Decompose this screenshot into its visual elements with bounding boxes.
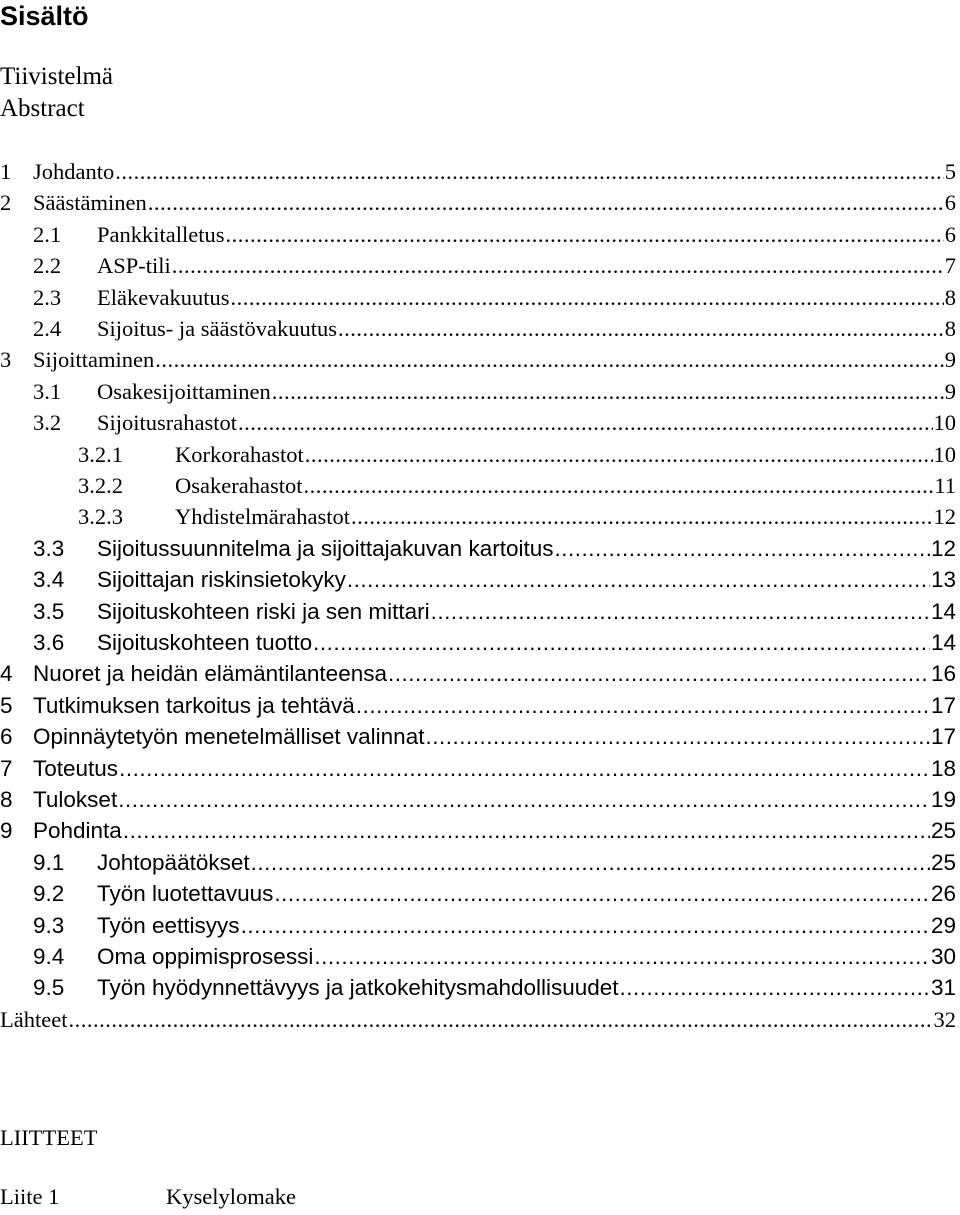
toc-entry-number: 2.4: [33, 316, 62, 341]
toc-entry[interactable]: [0, 470, 956, 501]
toc-entry-number: 8: [0, 787, 13, 812]
toc-entry[interactable]: [0, 910, 956, 941]
toc-entry-number: 9.2: [33, 881, 65, 907]
toc-entry-label: Eläkevakuutus: [97, 284, 230, 310]
toc-dot-leader: [148, 187, 944, 218]
toc-entry-page-number: 13: [930, 567, 956, 593]
toc-entry-page-number: 26: [930, 881, 956, 907]
toc-entry-number: 3: [0, 347, 12, 373]
toc-entry-number: 3.2.2: [78, 473, 123, 498]
toc-dot-leader: [554, 533, 929, 564]
toc-dot-leader: [119, 753, 930, 784]
toc-entry-page-number: 12: [930, 535, 956, 561]
toc-dot-leader: [303, 470, 933, 501]
toc-entry-page-number: 11: [934, 473, 956, 498]
toc-entry-number: 2.2: [33, 253, 62, 279]
toc-entry-page-number: 9: [944, 347, 956, 373]
toc-entry[interactable]: [0, 878, 956, 909]
toc-dot-leader: [351, 501, 933, 532]
toc-entry-number: 9.3: [33, 912, 65, 938]
toc-entry[interactable]: [0, 721, 956, 752]
toc-entry[interactable]: [0, 690, 956, 721]
toc-entry[interactable]: [0, 564, 956, 595]
toc-dot-leader: [338, 313, 944, 344]
toc-entry-number: 5: [0, 692, 13, 718]
toc-entry[interactable]: [0, 658, 956, 689]
toc-dot-leader: [305, 439, 933, 470]
toc-entry[interactable]: [0, 627, 956, 658]
toc-dot-leader: [155, 344, 944, 375]
toc-dot-leader: [431, 596, 930, 627]
toc-entry-page-number: 5: [944, 159, 956, 184]
appendix-label: Liite 1: [0, 1184, 60, 1209]
toc-entry-page-number: 18: [930, 755, 956, 781]
toc-dot-leader: [251, 847, 930, 878]
toc-entry-number: 3.2: [33, 410, 62, 436]
toc-entry-page-number: 9: [944, 378, 956, 404]
toc-dot-leader: [388, 658, 930, 689]
toc-entry[interactable]: [0, 533, 956, 564]
appendix-name: Kyselylomake: [166, 1184, 296, 1209]
toc-entry[interactable]: [0, 753, 956, 784]
toc-entry-label: ASP-tili: [97, 253, 171, 279]
toc-entry-label: Osakerahastot: [175, 473, 303, 498]
toc-entry-number: 9.1: [33, 849, 65, 875]
toc-entry-label: Korkorahastot: [175, 441, 304, 467]
toc-entry-page-number: 14: [930, 598, 956, 624]
toc-entry-page-number: 8: [944, 284, 956, 310]
toc-entry-label: Työn eettisyys: [97, 912, 240, 938]
toc-entry-label: Sijoituskohteen riski ja sen mittari: [97, 598, 430, 624]
toc-entry[interactable]: [0, 972, 956, 1003]
toc-entry-label: Säästäminen: [33, 190, 147, 216]
toc-entry-number: 2: [0, 190, 12, 216]
toc-dot-leader: [620, 972, 930, 1003]
appendices-heading: LIITTEET: [0, 1125, 98, 1150]
toc-entry-label: Toteutus: [33, 755, 119, 781]
toc-entry-number: 3.5: [33, 598, 65, 624]
toc-entry[interactable]: [0, 1004, 956, 1035]
page-title: Sisältö: [0, 1, 89, 31]
front-matter-tiivistelma[interactable]: Tiivistelmä: [0, 63, 113, 90]
toc-entry-number: 3.2.3: [78, 504, 123, 530]
toc-entry-page-number: 17: [930, 692, 956, 718]
toc-entry-number: 3.2.1: [78, 441, 123, 467]
toc-entry[interactable]: [0, 344, 956, 375]
toc-entry[interactable]: [0, 250, 956, 281]
toc-entry-page-number: 31: [930, 975, 956, 1001]
toc-dot-leader: [230, 282, 943, 313]
toc-entry-label: Sijoitussuunnitelma ja sijoittajakuvan kartoitus: [97, 535, 554, 561]
toc-entry-page-number: 25: [930, 818, 956, 844]
toc-entry-label: Pohdinta: [33, 818, 122, 844]
toc-dot-leader: [115, 156, 944, 187]
toc-entry-page-number: 19: [930, 787, 956, 812]
toc-entry[interactable]: [0, 815, 956, 846]
toc-entry[interactable]: [0, 376, 956, 407]
toc-entry-label: Tulokset: [33, 787, 118, 812]
toc-entry[interactable]: [0, 407, 956, 438]
toc-entry-label: Johdanto: [33, 159, 115, 184]
toc-entry-number: 7: [0, 755, 13, 781]
toc-entry[interactable]: [0, 219, 956, 250]
toc-entry-label: Yhdistelmärahastot: [175, 504, 350, 530]
toc-entry[interactable]: [0, 313, 956, 344]
toc-entry-page-number: 25: [930, 849, 956, 875]
toc-entry-page-number: 8: [944, 316, 956, 341]
toc-entry[interactable]: [0, 187, 956, 218]
toc-entry-page-number: 7: [944, 253, 956, 279]
toc-dot-leader: [425, 721, 930, 752]
toc-dot-leader: [347, 564, 930, 595]
toc-dot-leader: [272, 376, 944, 407]
toc-dot-leader: [356, 690, 930, 721]
toc-entry-number: 4: [0, 661, 13, 687]
toc-entry-page-number: 30: [930, 944, 956, 969]
toc-dot-leader: [172, 250, 944, 281]
toc-entry-label: Työn hyödynnettävyys ja jatkokehitysmahdollisuudet: [97, 975, 619, 1001]
toc-dot-leader: [274, 878, 930, 909]
toc-entry-page-number: 6: [944, 190, 956, 216]
toc-entry-label: Johtopäätökset: [97, 849, 250, 875]
toc-entry-number: 9.5: [33, 975, 65, 1001]
toc-entry[interactable]: [0, 847, 956, 878]
toc-entry-label: Oma oppimisprosessi: [97, 944, 314, 969]
toc-entry-page-number: 6: [944, 221, 956, 247]
toc-entry-number: 6: [0, 724, 13, 750]
toc-entry-page-number: 14: [930, 630, 956, 655]
toc-entry-page-number: 10: [933, 441, 956, 467]
toc-entry-page-number: 32: [933, 1006, 956, 1032]
toc-entry-label: Lähteet: [0, 1006, 68, 1032]
toc-entry-label: Pankkitalletus: [97, 221, 225, 247]
toc-entry-number: 2.3: [33, 284, 62, 310]
toc-entry-label: Työn luotettavuus: [97, 881, 274, 907]
toc-dot-leader: [123, 815, 930, 846]
toc-entry-page-number: 16: [930, 661, 956, 687]
toc-entry-page-number: 17: [930, 724, 956, 750]
toc-entry-page-number: 29: [930, 912, 956, 938]
toc-entry-label: Tutkimuksen tarkoitus ja tehtävä: [33, 692, 355, 718]
toc-dot-leader: [226, 219, 944, 250]
toc-dot-leader: [313, 627, 930, 658]
toc-entry-label: Sijoittaminen: [33, 347, 155, 373]
toc-entry-label: Sijoittajan riskinsietokyky: [97, 567, 346, 593]
toc-dot-leader: [241, 910, 930, 941]
toc-dot-leader: [238, 407, 933, 438]
toc-entry-number: 9: [0, 818, 13, 844]
toc-entry-number: 2.1: [33, 221, 62, 247]
toc-entry-number: 3.1: [33, 378, 62, 404]
toc-dot-leader: [68, 1004, 932, 1035]
toc-entry-label: Sijoitusrahastot: [97, 410, 237, 436]
toc-entry-label: Opinnäytetyön menetelmälliset valinnat: [33, 724, 425, 750]
toc-entry[interactable]: [0, 439, 956, 470]
toc-entry-number: 9.4: [33, 944, 65, 969]
toc-entry[interactable]: [0, 501, 956, 532]
toc-entry[interactable]: [0, 941, 956, 972]
toc-entry-number: 1: [0, 159, 12, 184]
toc-entry[interactable]: [0, 784, 956, 815]
toc-entry[interactable]: [0, 156, 956, 187]
toc-entry-label: Osakesijoittaminen: [97, 378, 271, 404]
toc-entry-label: Sijoitus- ja säästövakuutus: [97, 316, 337, 341]
toc-dot-leader: [118, 784, 930, 815]
toc-entry-label: Nuoret ja heidän elämäntilanteensa: [33, 661, 387, 687]
front-matter-abstract[interactable]: Abstract: [0, 95, 85, 122]
toc-entry-page-number: 12: [933, 504, 956, 530]
toc-entry[interactable]: [0, 282, 956, 313]
toc-entry-page-number: 10: [933, 410, 956, 436]
toc-entry-number: 3.4: [33, 567, 65, 593]
toc-entry-number: 3.6: [33, 630, 65, 655]
toc-entry-number: 3.3: [33, 535, 65, 561]
toc-entry[interactable]: [0, 596, 956, 627]
toc-dot-leader: [314, 941, 930, 972]
toc-entry-label: Sijoituskohteen tuotto: [97, 630, 313, 655]
